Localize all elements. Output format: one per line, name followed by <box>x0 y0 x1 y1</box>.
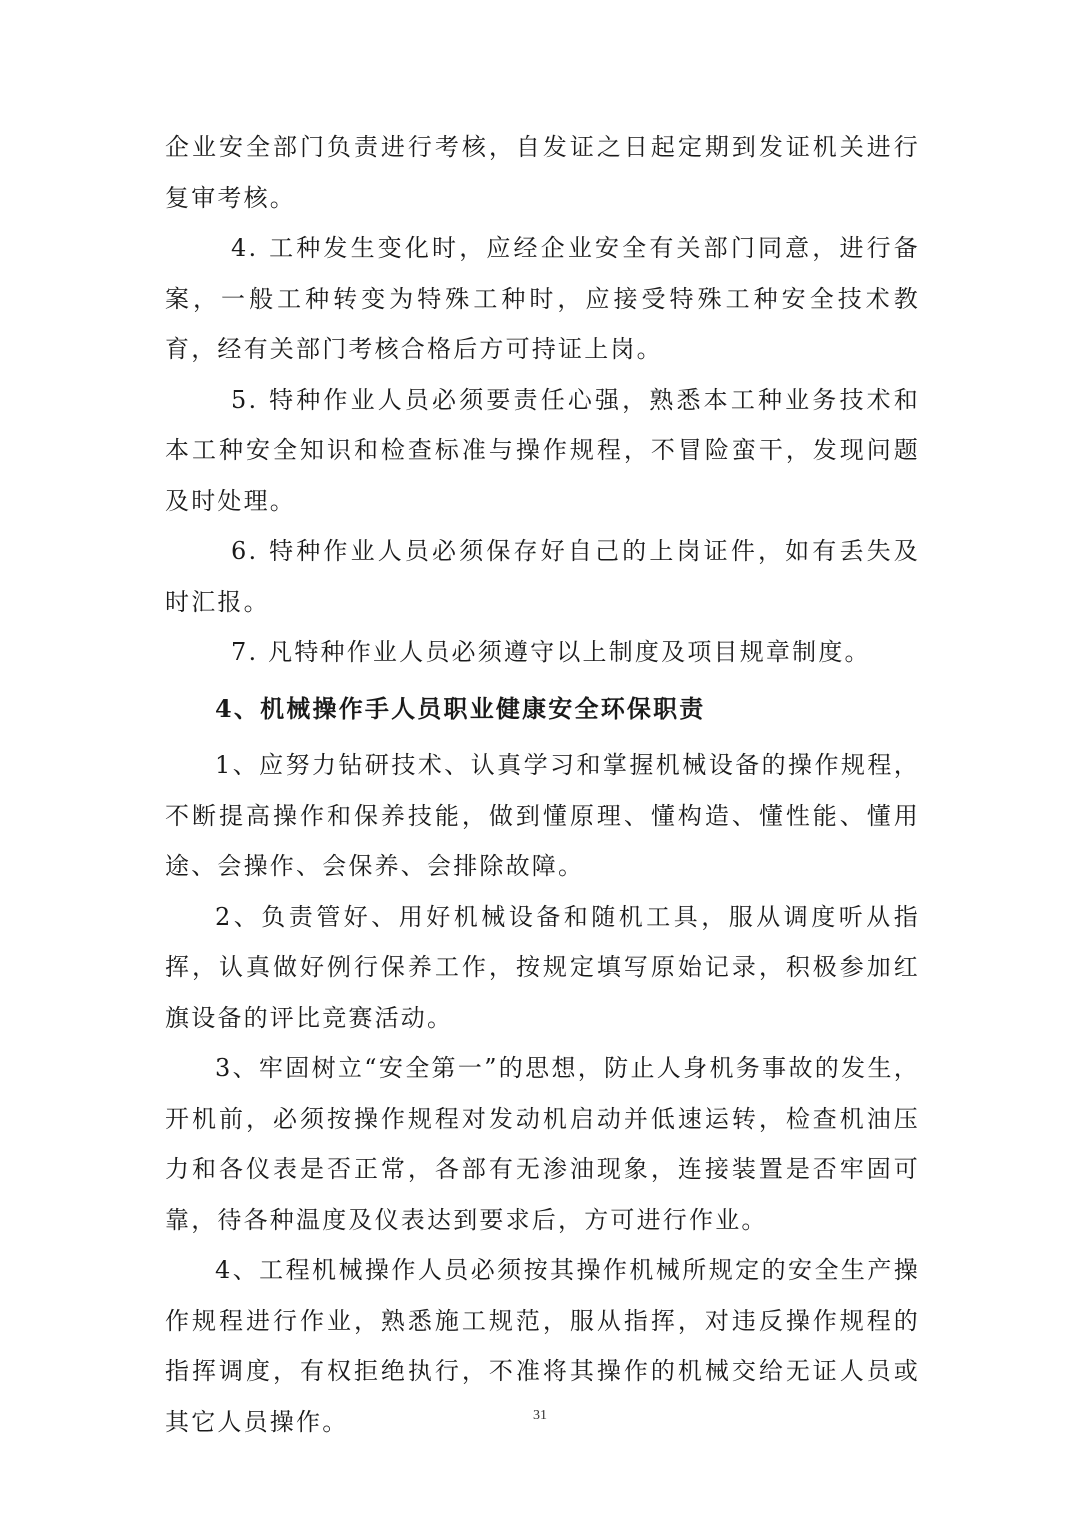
section-item-1: 1、应努力钻研技术、认真学习和掌握机械设备的操作规程，不断提高操作和保养技能，做到懂原理、懂构造、懂性能、懂用途、会操作、会保养、会排除故障。 <box>165 751 920 880</box>
section-heading: 4、机械操作手人员职业健康安全环保职责 <box>215 693 706 723</box>
paragraph-item-7: 7. 凡特种作业人员必须遵守以上制度及项目规章制度。 <box>231 638 871 666</box>
paragraph-item-5: 5. 特种作业人员必须要责任心强，熟悉本工种业务技术和本工种安全知识和检查标准与操作规程，不冒险蛮干，发现问题及时处理。 <box>165 385 920 515</box>
section-item-4: 4、工程机械操作人员必须按其操作机械所规定的安全生产操作规程进行作业，熟悉施工规范，服从指挥，对违反操作规程的指挥调度，有权拒绝执行，不准将其操作的机械交给无证人员或其它人员操作。 <box>165 1256 920 1436</box>
paragraph-item-6: 6. 特种作业人员必须保存好自己的上岗证件，如有丢失及时汇报。 <box>165 537 920 616</box>
section-item-2: 2、负责管好、用好机械设备和随机工具，服从调度听从指挥，认真做好例行保养工作，按规定填写原始记录，积极参加红旗设备的评比竞赛活动。 <box>165 902 920 1032</box>
document-body <box>165 122 920 1447</box>
page-number: 31 <box>533 1408 547 1423</box>
paragraph-continuation: 企业安全部门负责进行考核，自发证之日起定期到发证机关进行复审考核。 <box>165 133 920 212</box>
paragraph-item-4: 4. 工种发生变化时，应经企业安全有关部门同意，进行备案，一般工种转变为特殊工种时，应接受特殊工种安全技术教育，经有关部门考核合格后方可持证上岗。 <box>165 234 920 363</box>
section-item-3: 3、牢固树立“安全第一”的思想，防止人身机务事故的发生，开机前，必须按操作规程对发动机启动并低速运转，检查机油压力和各仪表是否正常，各部有无渗油现象，连接装置是否牢固可靠，待各种温度及仪表达到要求后，方可进行作业。 <box>165 1054 920 1234</box>
